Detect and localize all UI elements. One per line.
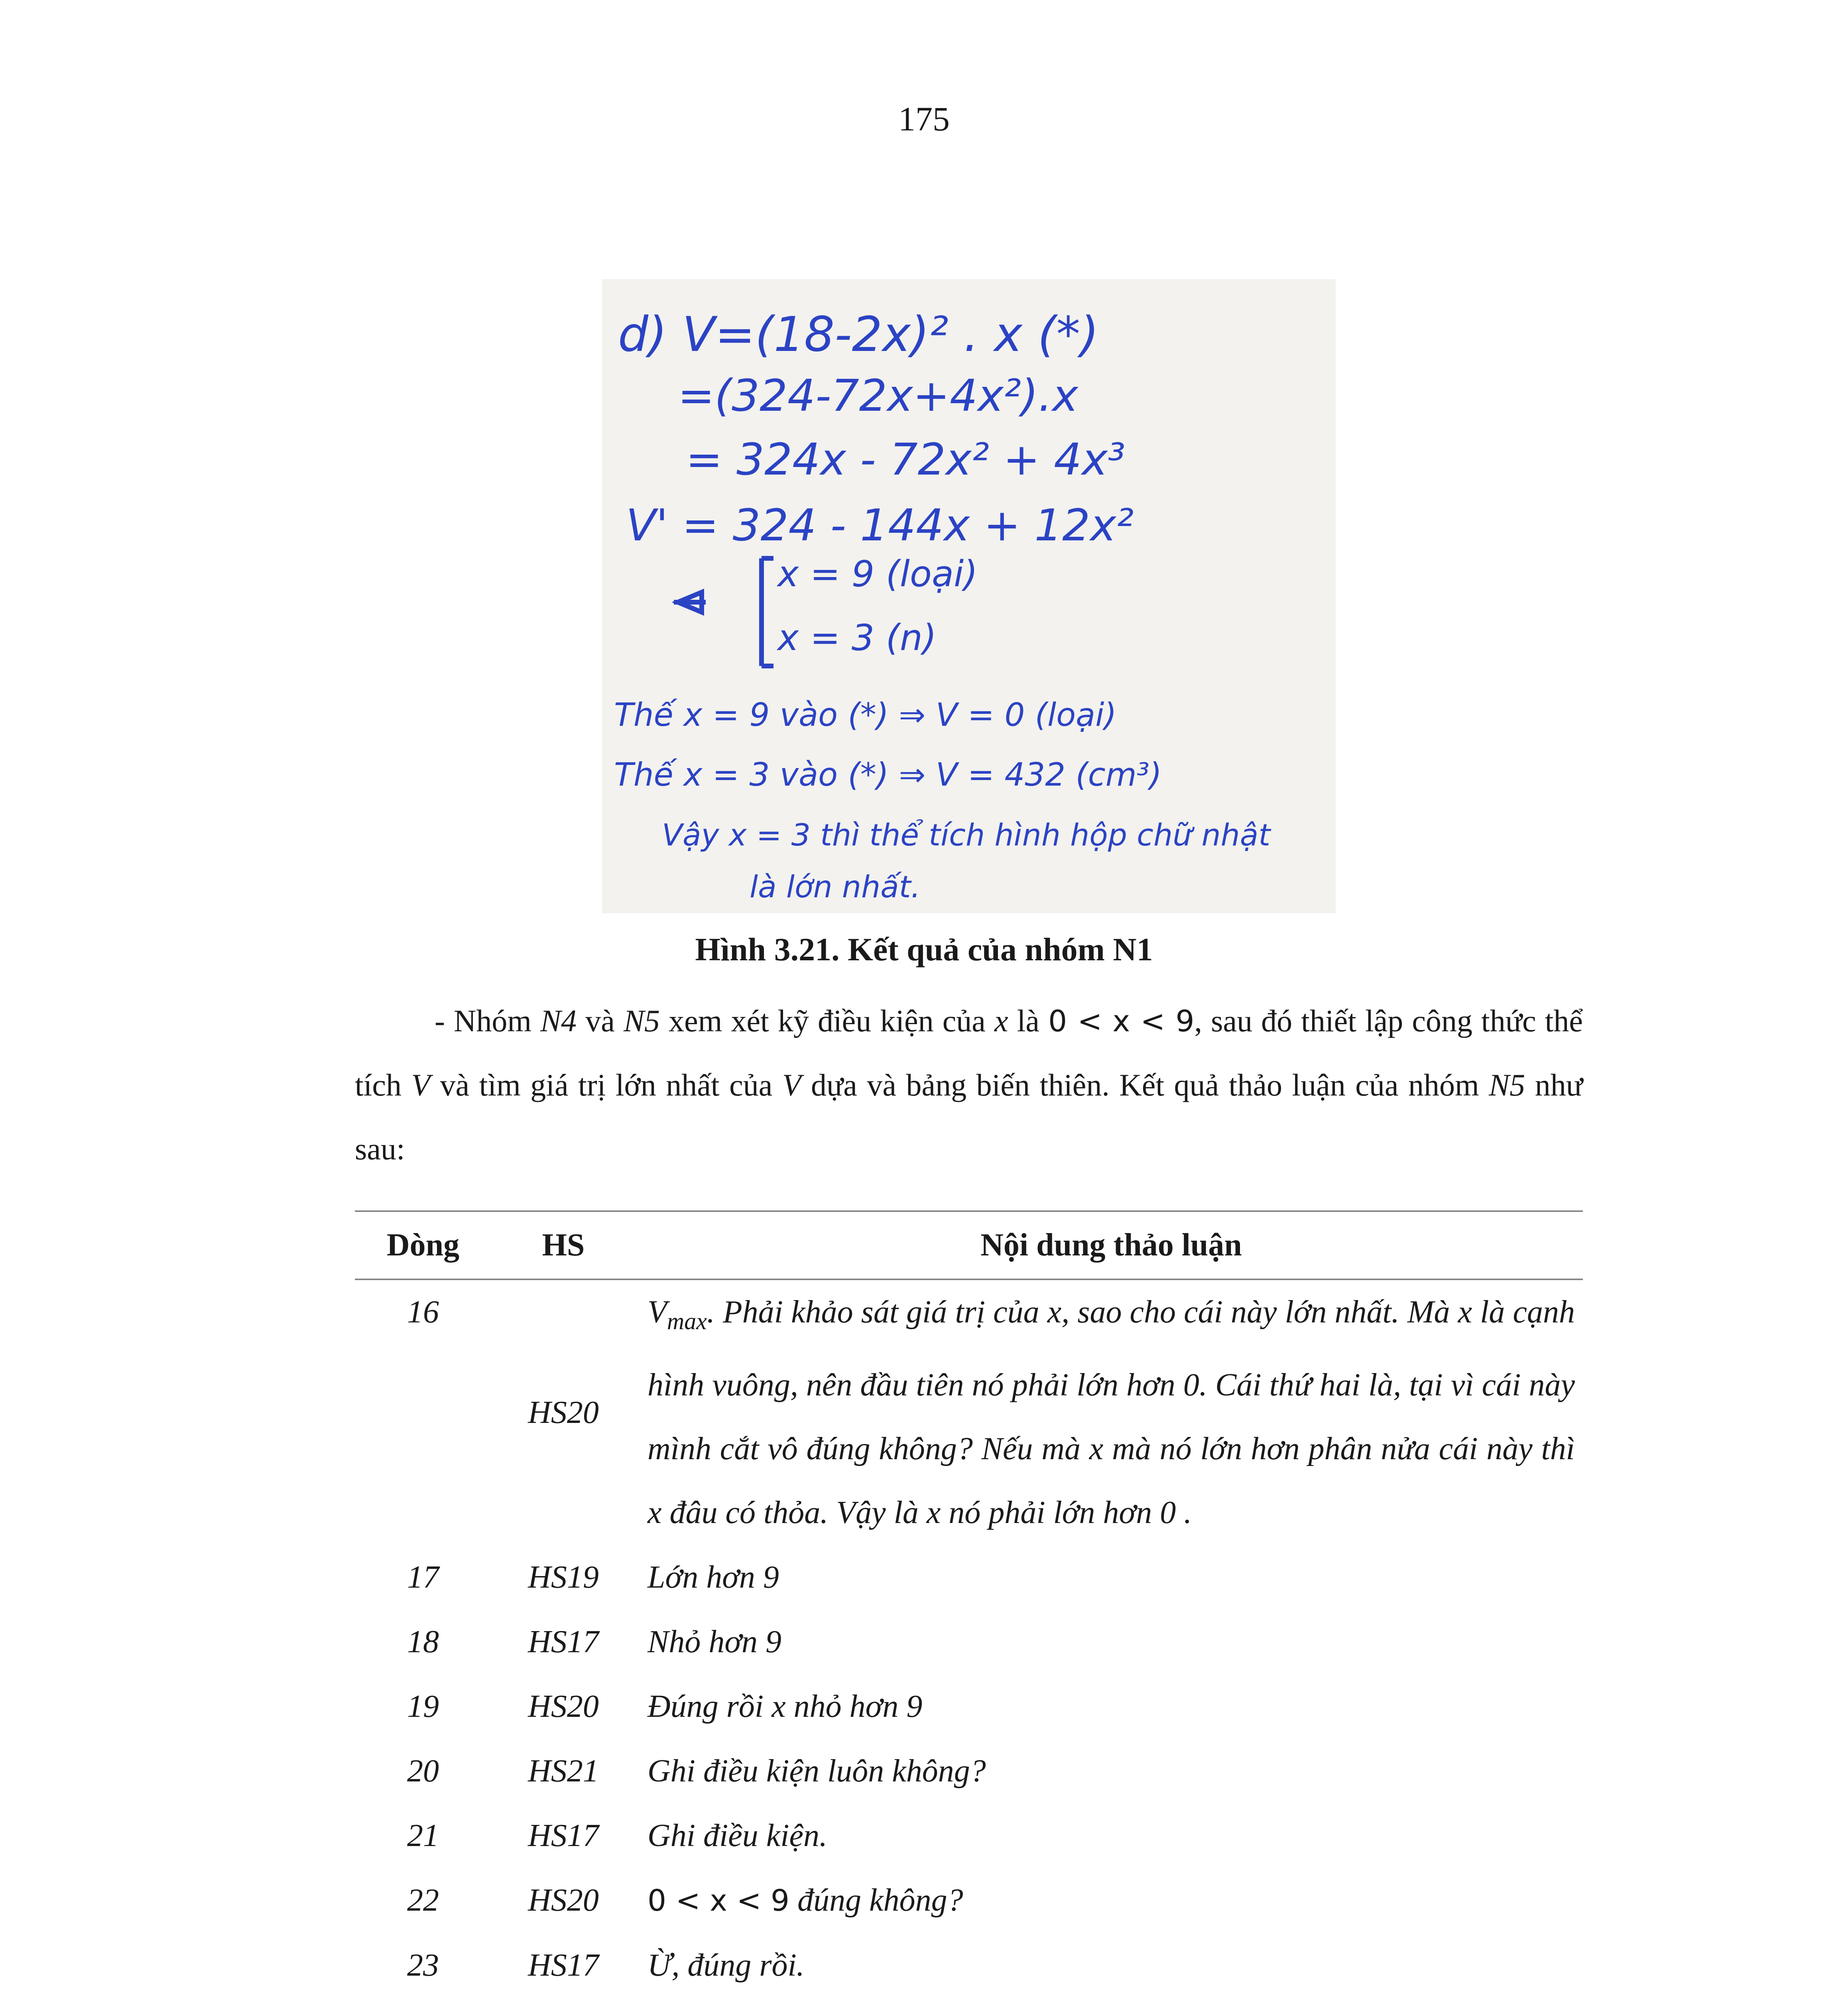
handwriting-line: Thế x = 9 vào (*) ⇒ V = 0 (loại) xyxy=(614,696,1117,733)
header-hs: HS xyxy=(491,1211,636,1279)
page-number: 175 xyxy=(898,100,950,138)
discussion-content: Ghi điều kiện. xyxy=(647,1818,827,1853)
discussion-table xyxy=(355,1210,1583,1994)
line-number: 18 xyxy=(407,1624,439,1659)
handwritten-solution-photo xyxy=(602,279,1336,913)
discussion-content: Ghi điều kiện luôn không? xyxy=(647,1754,986,1789)
handwriting-line: d) V=(18-2x)² . x (*) xyxy=(618,307,1099,363)
line-number: 23 xyxy=(407,1948,439,1983)
discussion-content: $V_{max}$. Phải khảo sát giá trị của x, sao cho cái này lớn nhất. Mà x là cạnh hình vuông, nên đầu tiên nó phải lớn hơn 0. Cái thứ hai là, tại vì cái này mình cắt vô đúng không? Nếu mà x mà nó lớn hơn phân nửa cái này thì x đâu có thỏa. Vậy là x nó phải lớn hơn 0 . xyxy=(647,1295,1575,1530)
discussion-content: Lớn hơn 9 xyxy=(647,1560,779,1595)
table-row xyxy=(355,1610,1583,1674)
table-header-row xyxy=(355,1211,1583,1279)
line-number: 19 xyxy=(407,1689,439,1724)
table-row xyxy=(355,1803,1583,1868)
line-number: 17 xyxy=(407,1560,439,1595)
student-id: HS17 xyxy=(528,1624,599,1659)
handwriting-line: = 324x - 72x² + 4x³ xyxy=(686,434,1126,485)
table-row xyxy=(355,1933,1583,1994)
student-id: HS17 xyxy=(528,1818,599,1853)
student-id: HS20 xyxy=(528,1689,599,1724)
handwriting-line: Vậy x = 3 thì thể tích hình hộp chữ nhật xyxy=(662,817,1271,853)
body-paragraph: - Nhóm N4 và N5 xem xét kỹ điều kiện của x là 0 < x < 9, sau đó thiết lập công thức thể tích V và tìm giá trị lớn nhất của V dựa và bảng biến thiên. Kết quả thảo luận của nhóm N5 như sau: xyxy=(355,1003,1583,1166)
handwriting-line: là lớn nhất. xyxy=(750,869,921,904)
table-row xyxy=(355,1545,1583,1610)
table-row xyxy=(355,1739,1583,1803)
student-id: HS20 xyxy=(528,1395,599,1430)
discussion-content: Nhỏ hơn 9 xyxy=(647,1624,782,1659)
handwriting-line: V' = 324 - 144x + 12x² xyxy=(626,500,1134,551)
discussion-content: Ừ, đúng rồi. xyxy=(647,1948,805,1983)
student-id: HS19 xyxy=(528,1560,599,1595)
table-row xyxy=(355,1674,1583,1739)
student-id: HS21 xyxy=(528,1754,599,1789)
equivalence-arrow-icon xyxy=(674,592,706,612)
bracket-mark xyxy=(762,558,773,666)
handwriting-line: Thế x = 3 vào (*) ⇒ V = 432 (cm³) xyxy=(614,756,1162,793)
figure-caption: Hình 3.21. Kết quả của nhóm N1 xyxy=(695,931,1153,967)
discussion-content: 0 < x < 9 đúng không? xyxy=(647,1883,963,1918)
line-number: 16 xyxy=(407,1295,439,1330)
line-number: 20 xyxy=(407,1754,439,1789)
line-number: 21 xyxy=(407,1818,439,1853)
line-number: 22 xyxy=(407,1883,439,1918)
header-line: Dòng xyxy=(355,1211,491,1279)
table-row xyxy=(355,1868,1583,1933)
handwriting-line: x = 3 (n) xyxy=(777,617,937,659)
handwriting-line: x = 9 (loại) xyxy=(777,553,978,595)
discussion-content: Đúng rồi x nhỏ hơn 9 xyxy=(647,1689,923,1724)
table-row xyxy=(355,1279,1583,1545)
student-id: HS20 xyxy=(528,1883,599,1918)
header-content: Nội dung thảo luận xyxy=(636,1211,1583,1279)
handwriting-line: =(324-72x+4x²).x xyxy=(678,370,1078,421)
student-id: HS17 xyxy=(528,1948,599,1983)
